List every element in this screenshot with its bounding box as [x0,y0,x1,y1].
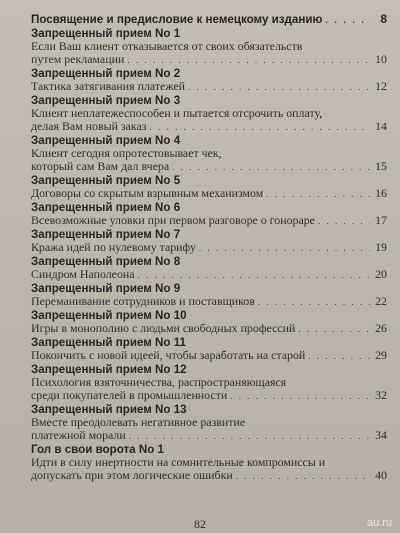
toc-entry-heading: Запрещенный прием No 11 [31,336,186,349]
toc-entry-heading: Гол в свои ворота No 1 [31,443,164,456]
toc-entry-heading: Запрещенный прием No 9 [31,282,181,295]
toc-entry-text: Покончить с новой идеей, чтобы заработать на старой [31,348,306,362]
toc-entry [31,403,387,443]
toc-entry-line [31,389,387,403]
toc-entry-line [31,429,387,443]
toc-page-number: 26 [375,321,387,335]
toc-page-number: 22 [375,294,387,308]
toc-entry-text: допускать при этом логические ошибки [31,468,233,482]
dot-leader [325,14,370,27]
toc-entry-line [31,295,387,309]
toc-page-number: 20 [375,267,387,281]
toc-entry-line [31,53,387,67]
dot-leader [127,54,370,67]
toc-page-number: 29 [375,348,387,362]
toc-entry-line: Идти в силу инертности на сомнительные компромиссы и [31,455,326,469]
toc-entry-line [31,268,387,282]
toc-entry-text: Игры в монополию с людьми свободных профессий [31,321,296,335]
toc-entry-line: Клиент сегодня опротестовывает чек, [31,146,222,160]
toc-page-number: 14 [375,119,387,133]
toc-entry [31,363,387,403]
toc-entry-heading: Запрещенный прием No 3 [31,94,181,107]
toc-page-number: 10 [375,52,387,66]
toc-entry-line: Вместе преодолевать негативное развитие [31,415,246,429]
toc-entry-line [31,160,387,174]
toc-entry-text: Переманивание сотрудников и поставщиков [31,294,255,308]
toc-entry-text: Договоры со скрытым взрывным механизмом [31,186,264,200]
toc-entry [31,282,387,309]
dot-leader [236,470,370,483]
toc-entry [31,228,387,255]
toc-entry-line [31,469,387,483]
toc-page-number: 32 [375,388,387,402]
dot-leader [149,121,370,134]
toc-page-number: 12 [375,79,387,93]
toc-entry-heading: Запрещенный прием No 6 [31,201,181,214]
toc-entry [31,309,387,336]
toc-entry-preface [31,13,387,27]
toc-page-number: 19 [375,240,387,254]
toc-entry-text: Всевозможные уловки при первом разговоре о гонораре [31,213,315,227]
dot-leader [258,296,370,309]
toc-entry-text: платежной морали [31,428,126,442]
toc-entry-heading: Запрещенный прием No 4 [31,134,181,147]
toc-entry-line [31,349,387,363]
toc-entry-heading: Запрещенный прием No 12 [31,363,187,376]
toc-entry-line [31,187,387,201]
toc-entry-line: Психология взяточничества, распространяющаяся [31,375,287,389]
table-of-contents [31,13,387,483]
toc-entry [31,443,387,483]
toc-entry-line [31,120,387,134]
toc-entry-heading: Запрещенный прием No 2 [31,67,181,80]
toc-page-number: 40 [375,468,387,482]
toc-entry-heading: Запрещенный прием No 7 [31,228,181,241]
dot-leader [188,81,370,94]
toc-entry-heading: Запрещенный прием No 10 [31,309,187,322]
toc-entry-text: среди покупателей в промышленности [31,388,228,402]
toc-entry-text: делая Вам новый заказ [31,119,147,133]
toc-entry [31,174,387,201]
toc-entry-heading: Запрещенный прием No 13 [31,403,187,416]
toc-page-number: 16 [375,186,387,200]
toc-entry-heading: Запрещенный прием No 1 [31,27,181,40]
toc-entry [31,336,387,363]
toc-entry-heading: Запрещенный прием No 8 [31,255,181,268]
toc-entry [31,201,387,228]
dot-leader [318,215,370,228]
page-number: 82 [194,517,206,531]
toc-entry-heading: Запрещенный прием No 5 [31,174,181,187]
toc-entry [31,134,387,174]
toc-page-number: 8 [380,13,387,26]
toc-entry [31,67,387,94]
dot-leader [129,430,370,443]
toc-entry-line [31,322,387,336]
dot-leader [308,350,370,363]
dot-leader [138,269,370,282]
toc-entry-line: Клиент неплатежеспособен и пытается отсрочить оплату, [31,106,323,120]
toc-entry-line [31,241,387,255]
toc-page-number: 15 [375,159,387,173]
toc-entry [31,27,387,67]
toc-page-number: 17 [375,213,387,227]
toc-entry-title: Посвящение и предисловие к немецкому изданию [31,13,323,26]
toc-entry-text: путем рекламации [31,52,125,66]
toc-entry-text: Тактика затягивания платежей [31,79,186,93]
toc-line [31,13,387,27]
dot-leader [172,161,370,174]
dot-leader [230,390,370,403]
toc-entry-line [31,80,387,94]
toc-page-number: 34 [375,428,387,442]
toc-entry [31,94,387,134]
toc-entry-line [31,214,387,228]
toc-entry-text: Синдром Наполеона [31,267,135,281]
dot-leader [266,188,370,201]
toc-entry [31,255,387,282]
watermark-logo: au.ru [366,517,392,529]
toc-entry-line: Если Ваш клиент отказывается от своих обязательств [31,39,303,53]
dot-leader [298,323,370,336]
toc-entry-text: Кража идей по нулевому тарифу [31,240,196,254]
toc-entry-text: который сам Вам дал вчера [31,159,170,173]
dot-leader [199,242,370,255]
